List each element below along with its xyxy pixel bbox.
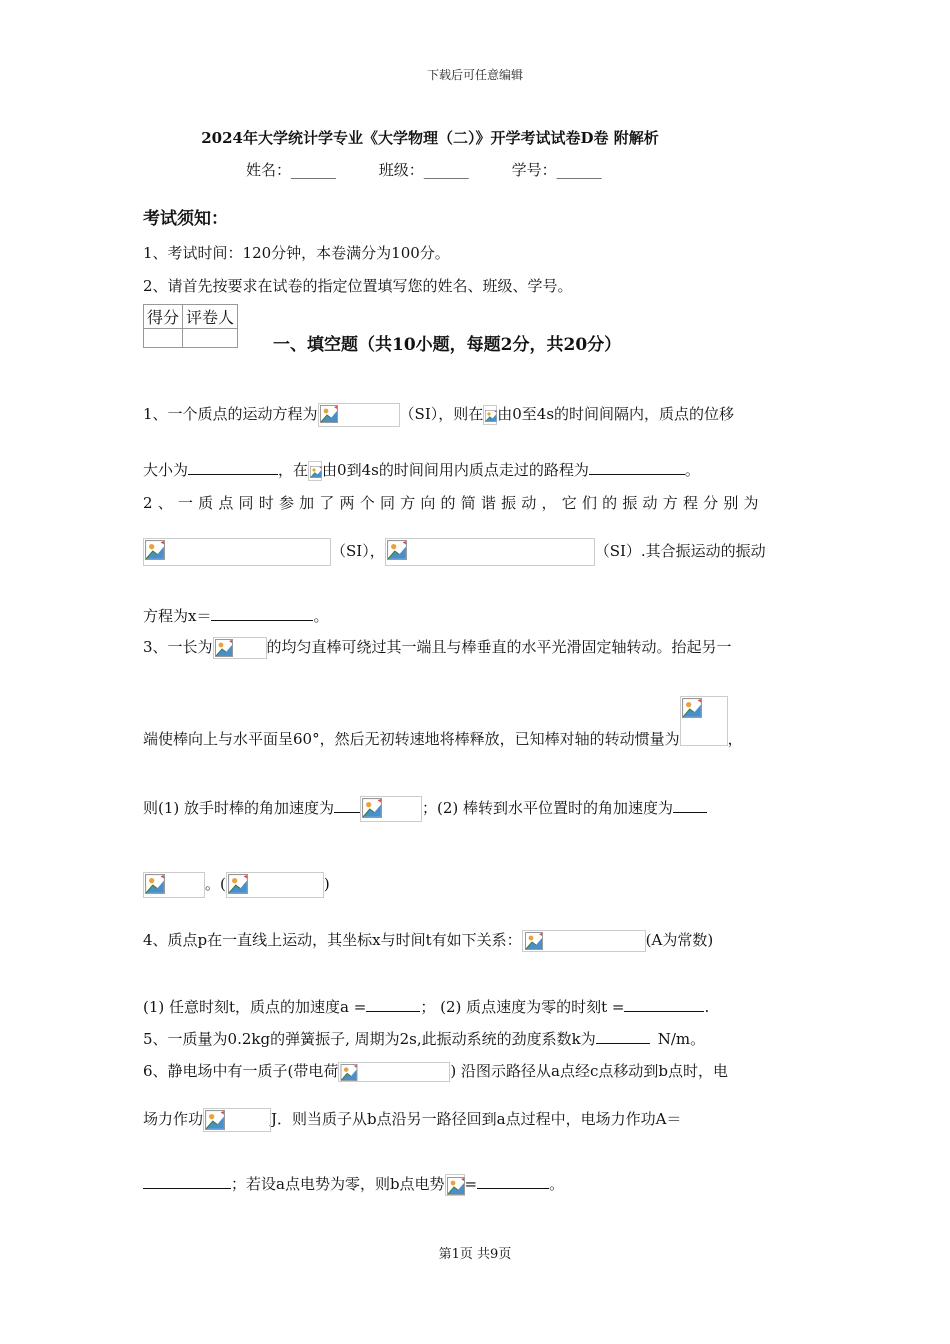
question-3-line-2: 端使棒向上与水平面呈60°，然后无初转速地将棒释放，已知棒对轴的转动惯量为 ， <box>143 696 743 749</box>
equation-image-icon <box>213 637 267 659</box>
score-header: 得分 <box>144 305 183 329</box>
answer-blank[interactable] <box>188 460 278 475</box>
score-table <box>143 304 238 348</box>
page-footer: 第1页 共9页 <box>438 1247 512 1262</box>
question-6-line-1: 6、静电场中有一质子(带电荷 ) 沿图示路径从a点经c点移动到b点时，电 <box>143 1062 728 1080</box>
equation-image-icon <box>483 405 497 425</box>
notice-item-1: 1、考试时间：120分钟，本卷满分为100分。 <box>143 244 450 262</box>
student-id-field[interactable]: 学号：______ <box>511 161 602 179</box>
question-4-line-2: (1) 任意时刻t，质点的加速度a = ； (2) 质点速度为零的时刻t = . <box>143 998 710 1016</box>
question-3-line-1: 3、一长为 的均匀直棒可绕过其一端且与棒垂直的水平光滑固定轴转动。抬起另一 <box>143 636 732 659</box>
equation-image-icon <box>338 1062 450 1082</box>
answer-blank[interactable] <box>477 1174 549 1189</box>
answer-blank[interactable] <box>624 997 704 1012</box>
question-1-line-1: 1、一个质点的运动方程为 （SI），则在 由0至4s的时间间隔内，质点的位移 <box>143 403 734 427</box>
equation-image-icon <box>680 696 728 746</box>
question-2-line-3: 方程为x＝ 。 <box>143 607 329 625</box>
equation-image-icon <box>203 1108 271 1132</box>
equation-image-icon <box>143 872 205 898</box>
equation-image-icon <box>143 538 331 566</box>
question-3-line-3: 则(1) 放手时棒的角加速度为 ；(2) 棒转到水平位置时的角加速度为 <box>143 796 707 822</box>
notice-item-2: 2、请首先按要求在试卷的指定位置填写您的姓名、班级、学号。 <box>143 277 573 295</box>
answer-blank[interactable] <box>673 798 707 813</box>
question-2-line-2: （SI）， （SI）.其合振运动的振动 <box>143 538 766 566</box>
equation-image-icon <box>318 403 400 427</box>
question-3-line-4: 。( ) <box>143 872 330 898</box>
section-1-title: 一、填空题（共10小题，每题2分，共20分） <box>273 335 622 355</box>
grader-header: 评卷人 <box>183 305 238 329</box>
exam-title: 2024年大学统计学专业《大学物理（二）》开学考试试卷D卷 附解析 <box>201 129 659 147</box>
score-cell[interactable] <box>144 329 183 348</box>
question-1-line-2: 大小为 ，在 由0到4s的时间间用内质点走过的路程为 。 <box>143 461 700 479</box>
question-6-line-2: 场力作功 J．则当质子从b点沿另一路径回到a点过程中，电场力作功A＝ <box>143 1108 681 1132</box>
equation-image-icon <box>226 872 324 898</box>
grader-cell[interactable] <box>183 329 238 348</box>
header-note: 下载后可任意编辑 <box>426 68 523 82</box>
question-4-line-1: 4、质点p在一直线上运动，其坐标x与时间t有如下关系： (A为常数) <box>143 929 713 952</box>
class-field[interactable]: 班级：______ <box>378 161 469 179</box>
answer-blank[interactable] <box>334 798 360 813</box>
answer-blank[interactable] <box>589 460 685 475</box>
equation-image-icon <box>360 796 422 822</box>
notice-heading: 考试须知： <box>143 209 228 229</box>
equation-image-icon <box>385 538 595 566</box>
answer-blank[interactable] <box>143 1174 231 1189</box>
name-field[interactable]: 姓名：______ <box>246 161 337 179</box>
answer-blank[interactable] <box>211 606 313 621</box>
equation-image-icon <box>308 461 322 481</box>
student-info-fields <box>246 159 602 180</box>
question-6-line-3: ；若设a点电势为零，则b点电势 = 。 <box>143 1173 564 1196</box>
equation-image-icon <box>522 930 646 952</box>
answer-blank[interactable] <box>366 997 420 1012</box>
equation-image-icon <box>445 1174 465 1196</box>
answer-blank[interactable] <box>596 1029 650 1044</box>
question-2-line-1: 2、一质点同时参加了两个同方向的简谐振动，它们的振动方程分别为 <box>143 494 764 512</box>
question-5: 5、一质量为0.2kg的弹簧振子, 周期为2s,此振动系统的劲度系数k为 N/m。 <box>143 1030 706 1048</box>
